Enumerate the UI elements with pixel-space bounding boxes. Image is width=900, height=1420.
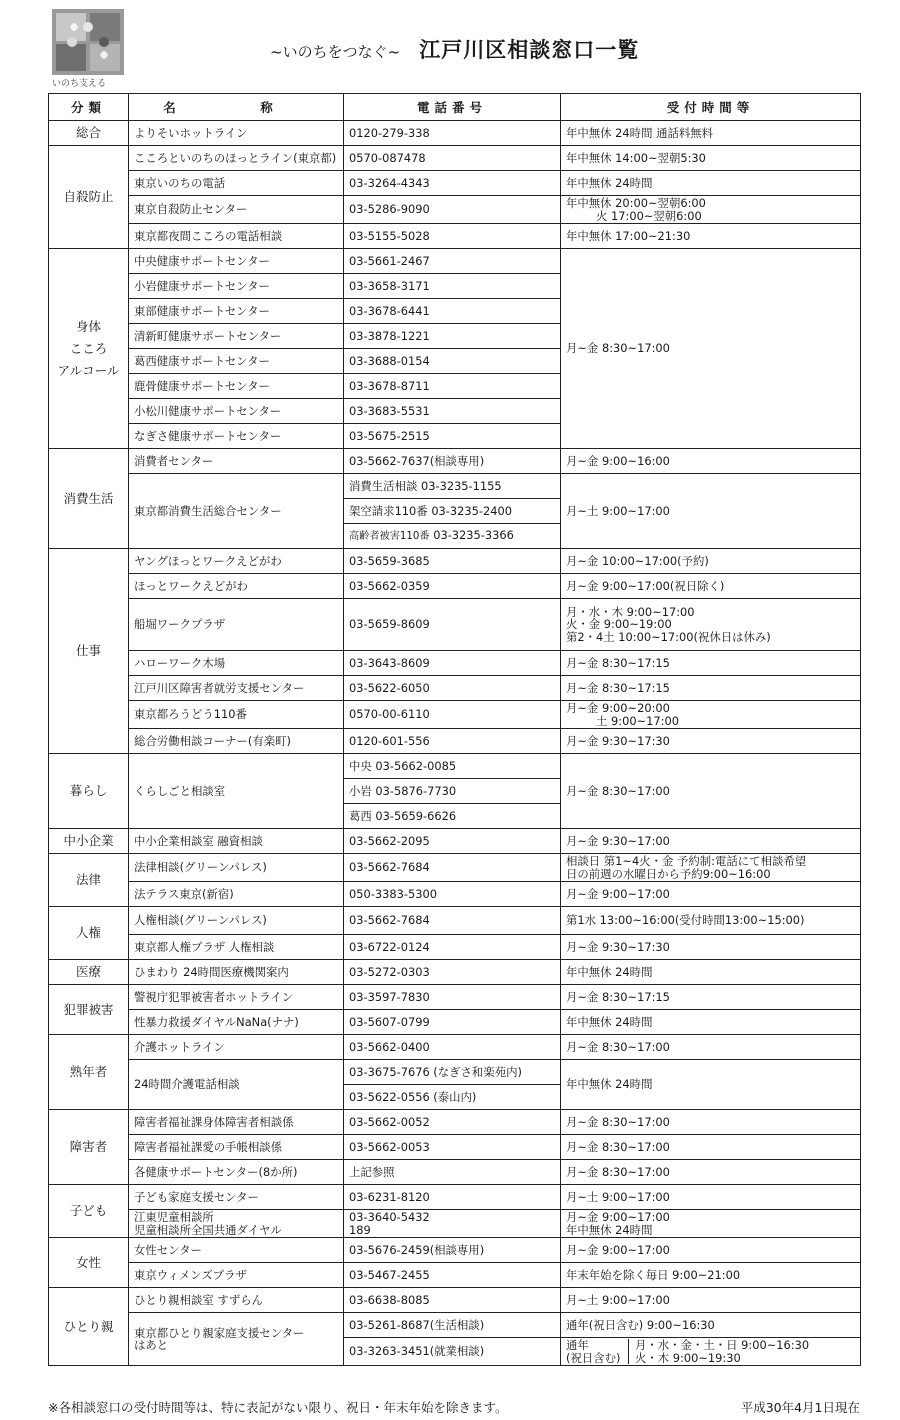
phone-line: 189 <box>349 1222 371 1237</box>
name-cell: 小岩健康サポートセンター <box>129 274 344 299</box>
hours-cell: 月~金 9:00~17:00 <box>561 1238 861 1263</box>
phone-cell: 03-5286-9090 <box>344 196 561 224</box>
category-cell: 医療 <box>49 960 129 985</box>
name-cell: こころといのちのほっとライン(東京都) <box>129 146 344 171</box>
table-row <box>49 701 861 729</box>
table-row <box>49 1060 861 1085</box>
hours-line: 火 17:00~翌朝6:00 <box>596 208 702 223</box>
hours-cell: 月~金 8:30~17:15 <box>561 651 861 676</box>
phone-cell: 03-5662-2095 <box>344 829 561 854</box>
phone-cell: 0570-00-6110 <box>344 701 561 729</box>
hours-line: 年中無休 24時間 <box>566 1222 653 1237</box>
hours-cell: 月~金 9:00~17:00 <box>561 882 861 907</box>
hours-line: 月~金 9:00~20:00 <box>566 701 670 715</box>
hours-line: 火・木 9:00~19:30 <box>635 1350 741 1365</box>
name-cell: 東京ウィメンズプラザ <box>129 1263 344 1288</box>
footnote: ※各相談窓口の受付時間等は、特に表記がない限り、祝日・年末年始を除きます。 <box>48 1400 508 1415</box>
hours-cell: 月~金 8:30~17:00 <box>561 1160 861 1185</box>
category-cell: 熟年者 <box>49 1035 129 1110</box>
hours-line: 年中無休 20:00~翌朝6:00 <box>566 196 706 210</box>
table-row <box>49 1135 861 1160</box>
table-row <box>49 171 861 196</box>
name-cell: ひまわり 24時間医療機関案内 <box>129 960 344 985</box>
hours-days <box>628 1339 809 1364</box>
phone-cell: 0570-087478 <box>344 146 561 171</box>
table-row <box>49 196 861 224</box>
hours-cell: 通年(祝日含む) 9:00~16:30 <box>561 1313 861 1338</box>
category-cell: 自殺防止 <box>49 146 129 249</box>
phone-cell: 050-3383-5300 <box>344 882 561 907</box>
hours-cell: 月~金 8:30~17:00 <box>561 1135 861 1160</box>
table-row <box>49 729 861 754</box>
hours-cell: 年中無休 24時間 <box>561 1060 861 1110</box>
table-row <box>49 1185 861 1210</box>
name-cell: 消費者センター <box>129 449 344 474</box>
phone-cell: 03-5622-6050 <box>344 676 561 701</box>
phone-cell: 03-5662-0052 <box>344 1110 561 1135</box>
phone-cell: 03-5607-0799 <box>344 1010 561 1035</box>
hours-cell: 年中無休 24時間 通話料無料 <box>561 121 861 146</box>
table-row <box>49 1313 861 1338</box>
name-cell: 障害者福祉課愛の手帳相談係 <box>129 1135 344 1160</box>
name-cell: 江戸川区障害者就労支援センター <box>129 676 344 701</box>
as-of-date: 平成30年4月1日現在 <box>740 1400 860 1415</box>
table-row <box>49 854 861 882</box>
name-cell: 女性センター <box>129 1238 344 1263</box>
hours-cell: 年中無休 24時間 <box>561 171 861 196</box>
hours-cell: 年中無休 24時間 <box>561 1010 861 1035</box>
table-row <box>49 935 861 960</box>
hours-line: 火・金 9:00~19:00 <box>566 617 672 632</box>
phone-cell: 03-3678-6441 <box>344 299 561 324</box>
phone-cell: 03-3643-8609 <box>344 651 561 676</box>
table-row <box>49 1010 861 1035</box>
name-cell: 障害者福祉課身体障害者相談係 <box>129 1110 344 1135</box>
name-cell: 中小企業相談室 融資相談 <box>129 829 344 854</box>
phone-cell: 03-5659-8609 <box>344 599 561 651</box>
category-cell: 犯罪被害 <box>49 985 129 1035</box>
hours-line: (祝日含む) <box>566 1350 621 1365</box>
hours-cell: 月~金 9:00~17:00(祝日除く) <box>561 574 861 599</box>
table-row <box>49 224 861 249</box>
name-cell: 東京都夜間こころの電話相談 <box>129 224 344 249</box>
category-cell: 法律 <box>49 854 129 907</box>
phone-cell: 03-3878-1221 <box>344 324 561 349</box>
phone-cell: 03-5662-0053 <box>344 1135 561 1160</box>
name-cell: 介護ホットライン <box>129 1035 344 1060</box>
hours-cell: 月~土 9:00~17:00 <box>561 474 861 549</box>
hours-cell <box>561 1338 861 1366</box>
name-line: 児童相談所全国共通ダイヤル <box>134 1222 282 1237</box>
name-cell: 小松川健康サポートセンター <box>129 399 344 424</box>
phone-number: 03-3235-3366 <box>433 528 514 542</box>
phone-cell: 0120-601-556 <box>344 729 561 754</box>
name-cell: 子ども家庭支援センター <box>129 1185 344 1210</box>
category-cell: 仕事 <box>49 549 129 754</box>
hours-cell <box>561 854 861 882</box>
category-cell: 消費生活 <box>49 449 129 549</box>
logo-caption: いのち支える <box>52 79 107 89</box>
category-cell: 障害者 <box>49 1110 129 1185</box>
hours-cell: 月~金 9:30~17:30 <box>561 935 861 960</box>
name-cell: 東京いのちの電話 <box>129 171 344 196</box>
hours-cell: 年中無休 24時間 <box>561 960 861 985</box>
hours-cell: 月~金 8:30~17:15 <box>561 985 861 1010</box>
category-cell <box>49 249 129 449</box>
header-category: 分類 <box>49 94 129 121</box>
name-line: 東京都ひとり親家庭支援センター <box>134 1325 305 1340</box>
table-row <box>49 882 861 907</box>
phone-cell: 03-5662-7684 <box>344 907 561 935</box>
hours-line: 相談日 第1~4火・金 予約制:電話にて相談希望 <box>566 854 807 868</box>
name-cell: よりそいホットライン <box>129 121 344 146</box>
name-cell: 清新町健康サポートセンター <box>129 324 344 349</box>
phone-cell: 03-5467-2455 <box>344 1263 561 1288</box>
phone-cell: 消費生活相談 03-3235-1155 <box>344 474 561 499</box>
table-row <box>49 249 861 274</box>
table-row <box>49 676 861 701</box>
hours-cell: 第1水 13:00~16:00(受付時間13:00~15:00) <box>561 907 861 935</box>
hours-cell: 年中無休 17:00~21:30 <box>561 224 861 249</box>
table-header-row <box>49 94 861 121</box>
phone-cell: 03-3683-5531 <box>344 399 561 424</box>
category-cell: 人権 <box>49 907 129 960</box>
consultation-table <box>48 93 861 1366</box>
category-cell: 女性 <box>49 1238 129 1288</box>
table-row <box>49 599 861 651</box>
phone-cell: 葛西 03-5659-6626 <box>344 804 561 829</box>
name-cell: くらしごと相談室 <box>129 754 344 829</box>
table-row <box>49 651 861 676</box>
phone-cell: 03-5675-2515 <box>344 424 561 449</box>
category-line: アルコール <box>57 362 120 378</box>
phone-cell: 03-3264-4343 <box>344 171 561 196</box>
header-phone: 電話番号 <box>344 94 561 121</box>
table-row <box>49 474 861 499</box>
hours-cell <box>561 701 861 729</box>
hours-cell: 月~金 8:30~17:00 <box>561 249 861 449</box>
hours-line: 月~金 9:00~17:00 <box>566 1210 670 1224</box>
hours-line: 土 9:00~17:00 <box>596 713 679 728</box>
name-cell: 船堀ワークプラザ <box>129 599 344 651</box>
name-cell: 警視庁犯罪被害者ホットライン <box>129 985 344 1010</box>
phone-label: 高齢者被害110番 <box>349 531 430 542</box>
phone-cell: 03-5272-0303 <box>344 960 561 985</box>
table-row <box>49 449 861 474</box>
hours-cell <box>561 1210 861 1238</box>
name-cell: なぎさ健康サポートセンター <box>129 424 344 449</box>
hours-cell: 月~土 9:00~17:00 <box>561 1288 861 1313</box>
phone-cell: 03-5661-2467 <box>344 249 561 274</box>
table-row <box>49 1238 861 1263</box>
hours-cell: 月~金 8:30~17:15 <box>561 676 861 701</box>
page-title <box>270 34 639 64</box>
category-cell: 総合 <box>49 121 129 146</box>
name-cell: 人権相談(グリーンパレス) <box>129 907 344 935</box>
table-row <box>49 121 861 146</box>
phone-cell: 03-5662-0359 <box>344 574 561 599</box>
phone-cell: 架空請求110番 03-3235-2400 <box>344 499 561 524</box>
name-cell: ヤングほっとワークえどがわ <box>129 549 344 574</box>
name-cell: ひとり親相談室 すずらん <box>129 1288 344 1313</box>
phone-cell: 03-5622-0556 (泰山内) <box>344 1085 561 1110</box>
category-cell: 子ども <box>49 1185 129 1238</box>
phone-cell: 03-3675-7676 (なぎさ和楽苑内) <box>344 1060 561 1085</box>
category-cell: 中小企業 <box>49 829 129 854</box>
phone-cell: 03-3597-7830 <box>344 985 561 1010</box>
name-cell: ハローワーク木場 <box>129 651 344 676</box>
name-line: はあと <box>134 1338 169 1352</box>
name-cell: 東部健康サポートセンター <box>129 299 344 324</box>
hours-cell: 年中無休 14:00~翌朝5:30 <box>561 146 861 171</box>
table-row <box>49 1210 861 1238</box>
hours-line: 通年 <box>566 1338 589 1352</box>
table-row <box>49 754 861 779</box>
hours-cell: 月~金 9:30~17:30 <box>561 729 861 754</box>
header-hours: 受付時間等 <box>561 94 861 121</box>
name-cell: 各健康サポートセンター(8か所) <box>129 1160 344 1185</box>
title-main: 江戸川区相談窓口一覧 <box>419 38 640 62</box>
table-row <box>49 146 861 171</box>
phone-cell: 上記参照 <box>344 1160 561 1185</box>
phone-cell: 03-5155-5028 <box>344 224 561 249</box>
table-row <box>49 907 861 935</box>
table-row <box>49 829 861 854</box>
name-cell: ほっとワークえどがわ <box>129 574 344 599</box>
table-row <box>49 549 861 574</box>
hours-line: 月・水・木 9:00~17:00 <box>566 604 695 619</box>
hours-cell <box>561 196 861 224</box>
name-cell: 葛西健康サポートセンター <box>129 349 344 374</box>
phone-cell: 03-3263-3451(就業相談) <box>344 1338 561 1366</box>
phone-cell: 03-6722-0124 <box>344 935 561 960</box>
category-cell: 暮らし <box>49 754 129 829</box>
name-cell: 東京都ろうどう110番 <box>129 701 344 729</box>
phone-cell: 0120-279-338 <box>344 121 561 146</box>
hours-cell: 月~土 9:00~17:00 <box>561 1185 861 1210</box>
table-row <box>49 1263 861 1288</box>
hours-cell: 月~金 8:30~17:00 <box>561 1110 861 1135</box>
hours-cell: 月~金 8:30~17:00 <box>561 754 861 829</box>
phone-cell: 小岩 03-5876-7730 <box>344 779 561 804</box>
name-cell: 東京都消費生活総合センター <box>129 474 344 549</box>
name-cell <box>129 1210 344 1238</box>
logo <box>52 9 124 75</box>
hours-cell: 年末年始を除く毎日 9:00~21:00 <box>561 1263 861 1288</box>
phone-cell: 03-3658-3171 <box>344 274 561 299</box>
name-cell: 法テラス東京(新宿) <box>129 882 344 907</box>
hours-group <box>566 1339 855 1364</box>
hours-cell: 月~金 9:00~16:00 <box>561 449 861 474</box>
hours-cell: 月~金 9:30~17:00 <box>561 829 861 854</box>
table-row <box>49 1035 861 1060</box>
name-cell <box>129 1313 344 1366</box>
hours-cell: 月~金 8:30~17:00 <box>561 1035 861 1060</box>
header-name: 名 称 <box>129 94 344 121</box>
title-subtitle: ~いのちをつなぐ~ <box>270 43 401 61</box>
name-line: 江東児童相談所 <box>134 1210 214 1224</box>
name-cell: 法律相談(グリーンパレス) <box>129 854 344 882</box>
phone-cell: 03-6231-8120 <box>344 1185 561 1210</box>
name-cell: 総合労働相談コーナー(有楽町) <box>129 729 344 754</box>
name-cell: 24時間介護電話相談 <box>129 1060 344 1110</box>
table-row <box>49 985 861 1010</box>
hours-line: 月・水・金・土・日 9:00~16:30 <box>635 1338 810 1352</box>
hours-line: 第2・4土 10:00~17:00(祝休日は休み) <box>566 629 771 644</box>
hours-label <box>566 1339 628 1364</box>
category-line: 身体 <box>75 318 101 334</box>
name-cell: 中央健康サポートセンター <box>129 249 344 274</box>
category-line: こころ <box>69 340 108 356</box>
phone-line: 03-3640-5432 <box>349 1210 430 1224</box>
phone-cell: 03-5662-7684 <box>344 854 561 882</box>
hours-cell <box>561 599 861 651</box>
name-cell: 東京自殺防止センター <box>129 196 344 224</box>
phone-cell: 中央 03-5662-0085 <box>344 754 561 779</box>
name-cell: 鹿骨健康サポートセンター <box>129 374 344 399</box>
phone-cell: 03-3688-0154 <box>344 349 561 374</box>
table-row <box>49 1110 861 1135</box>
phone-cell: 03-3678-8711 <box>344 374 561 399</box>
phone-cell <box>344 1210 561 1238</box>
phone-cell: 03-5662-0400 <box>344 1035 561 1060</box>
table-row <box>49 960 861 985</box>
phone-cell: 03-5676-2459(相談専用) <box>344 1238 561 1263</box>
table-row <box>49 574 861 599</box>
phone-cell <box>344 524 561 549</box>
name-cell: 東京都人権プラザ 人権相談 <box>129 935 344 960</box>
category-cell: ひとり親 <box>49 1288 129 1366</box>
table-row <box>49 1288 861 1313</box>
puzzle-logo-icon <box>52 9 124 75</box>
table-row <box>49 1160 861 1185</box>
phone-cell: 03-5261-8687(生活相談) <box>344 1313 561 1338</box>
phone-cell: 03-5659-3685 <box>344 549 561 574</box>
hours-cell: 月~金 10:00~17:00(予約) <box>561 549 861 574</box>
hours-line: 日の前週の水曜日から予約9:00~16:00 <box>566 866 771 881</box>
phone-cell: 03-5662-7637(相談専用) <box>344 449 561 474</box>
phone-cell: 03-6638-8085 <box>344 1288 561 1313</box>
name-cell: 性暴力救援ダイヤルNaNa(ナナ) <box>129 1010 344 1035</box>
